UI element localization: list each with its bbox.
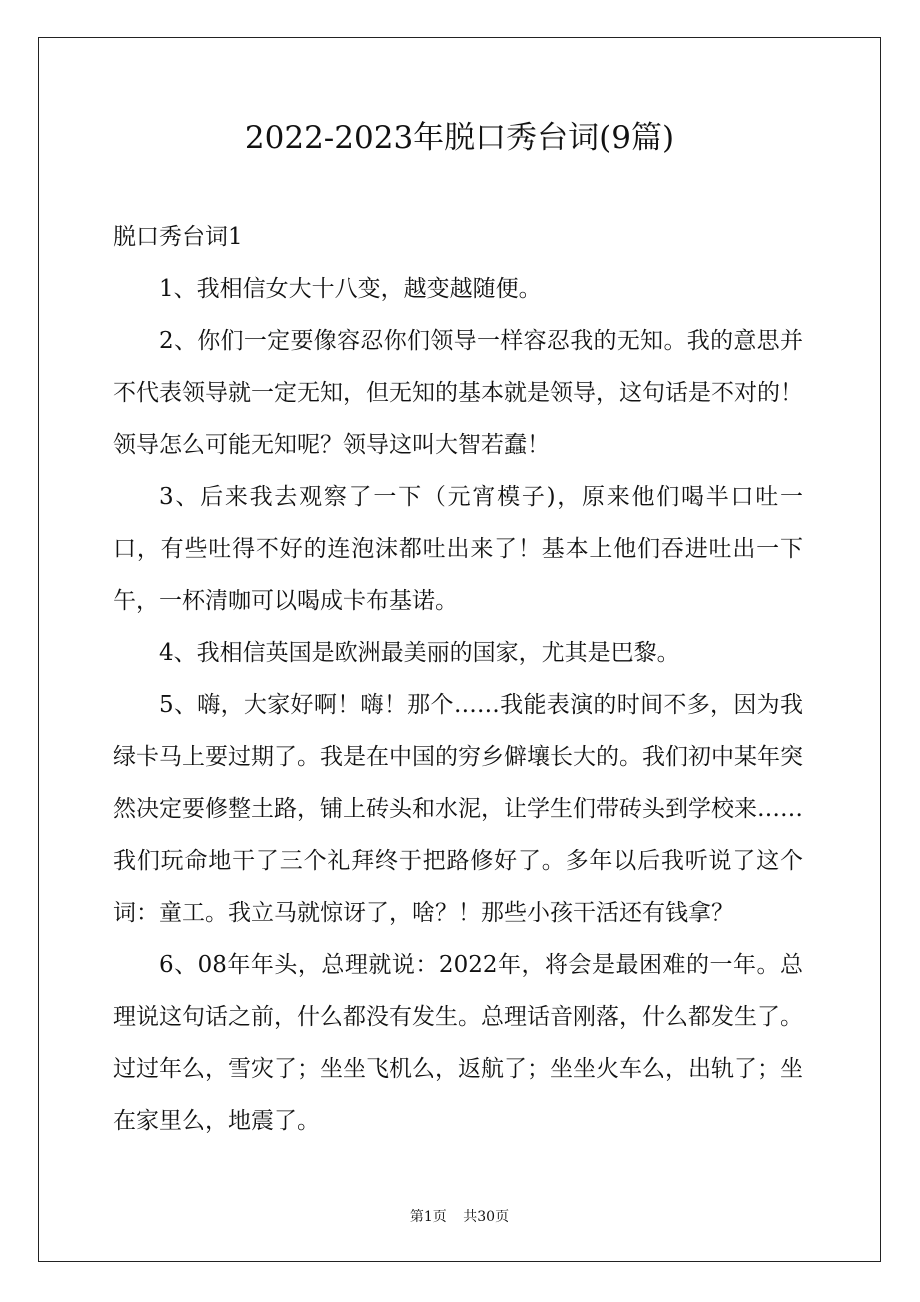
document-title: 2022-2023年脱口秀台词(9篇) (244, 120, 675, 156)
paragraph-3: 3、后来我去观察了一下（元宵模子)，原来他们喝半口吐一口，有些吐得不好的连泡沫都吐出来了！基本上他们吞进吐出一下午，一杯清咖可以喝成卡布基诺。 (113, 484, 803, 614)
paragraph-1: 1、我相信女大十八变，越变越随便。 (159, 276, 542, 302)
section-heading: 脱口秀台词1 (113, 224, 243, 250)
document-body (113, 211, 803, 1147)
page-number-total: 共30页 (463, 1209, 510, 1225)
page-footer (38, 1207, 881, 1227)
paragraph-6: 6、08年年头，总理就说：2022年，将会是最困难的一年。总理说这句话之前，什么都没有发生。总理话音刚落，什么都发生了。过过年么，雪灾了；坐坐飞机么，返航了；坐坐火车么，出轨了；坐在家里么，地震了。 (113, 952, 803, 1134)
paragraph-5: 5、嗨，大家好啊！嗨！那个……我能表演的时间不多，因为我绿卡马上要过期了。我是在中国的穷乡僻壤长大的。我们初中某年突然决定要修整土路，铺上砖头和水泥，让学生们带砖头到学校来……我们玩命地干了三个礼拜终于把路修好了。多年以后我听说了这个词：童工。我立马就惊讶了，啥？！那些小孩干活还有钱拿？ (113, 692, 803, 926)
page-number-current: 第1页 (409, 1209, 447, 1225)
paragraph-4: 4、我相信英国是欧洲最美丽的国家，尤其是巴黎。 (159, 640, 680, 666)
paragraph-2: 2、你们一定要像容忍你们领导一样容忍我的无知。我的意思并不代表领导就一定无知，但无知的基本就是领导，这句话是不对的！领导怎么可能无知呢？领导这叫大智若蠢！ (113, 328, 803, 458)
